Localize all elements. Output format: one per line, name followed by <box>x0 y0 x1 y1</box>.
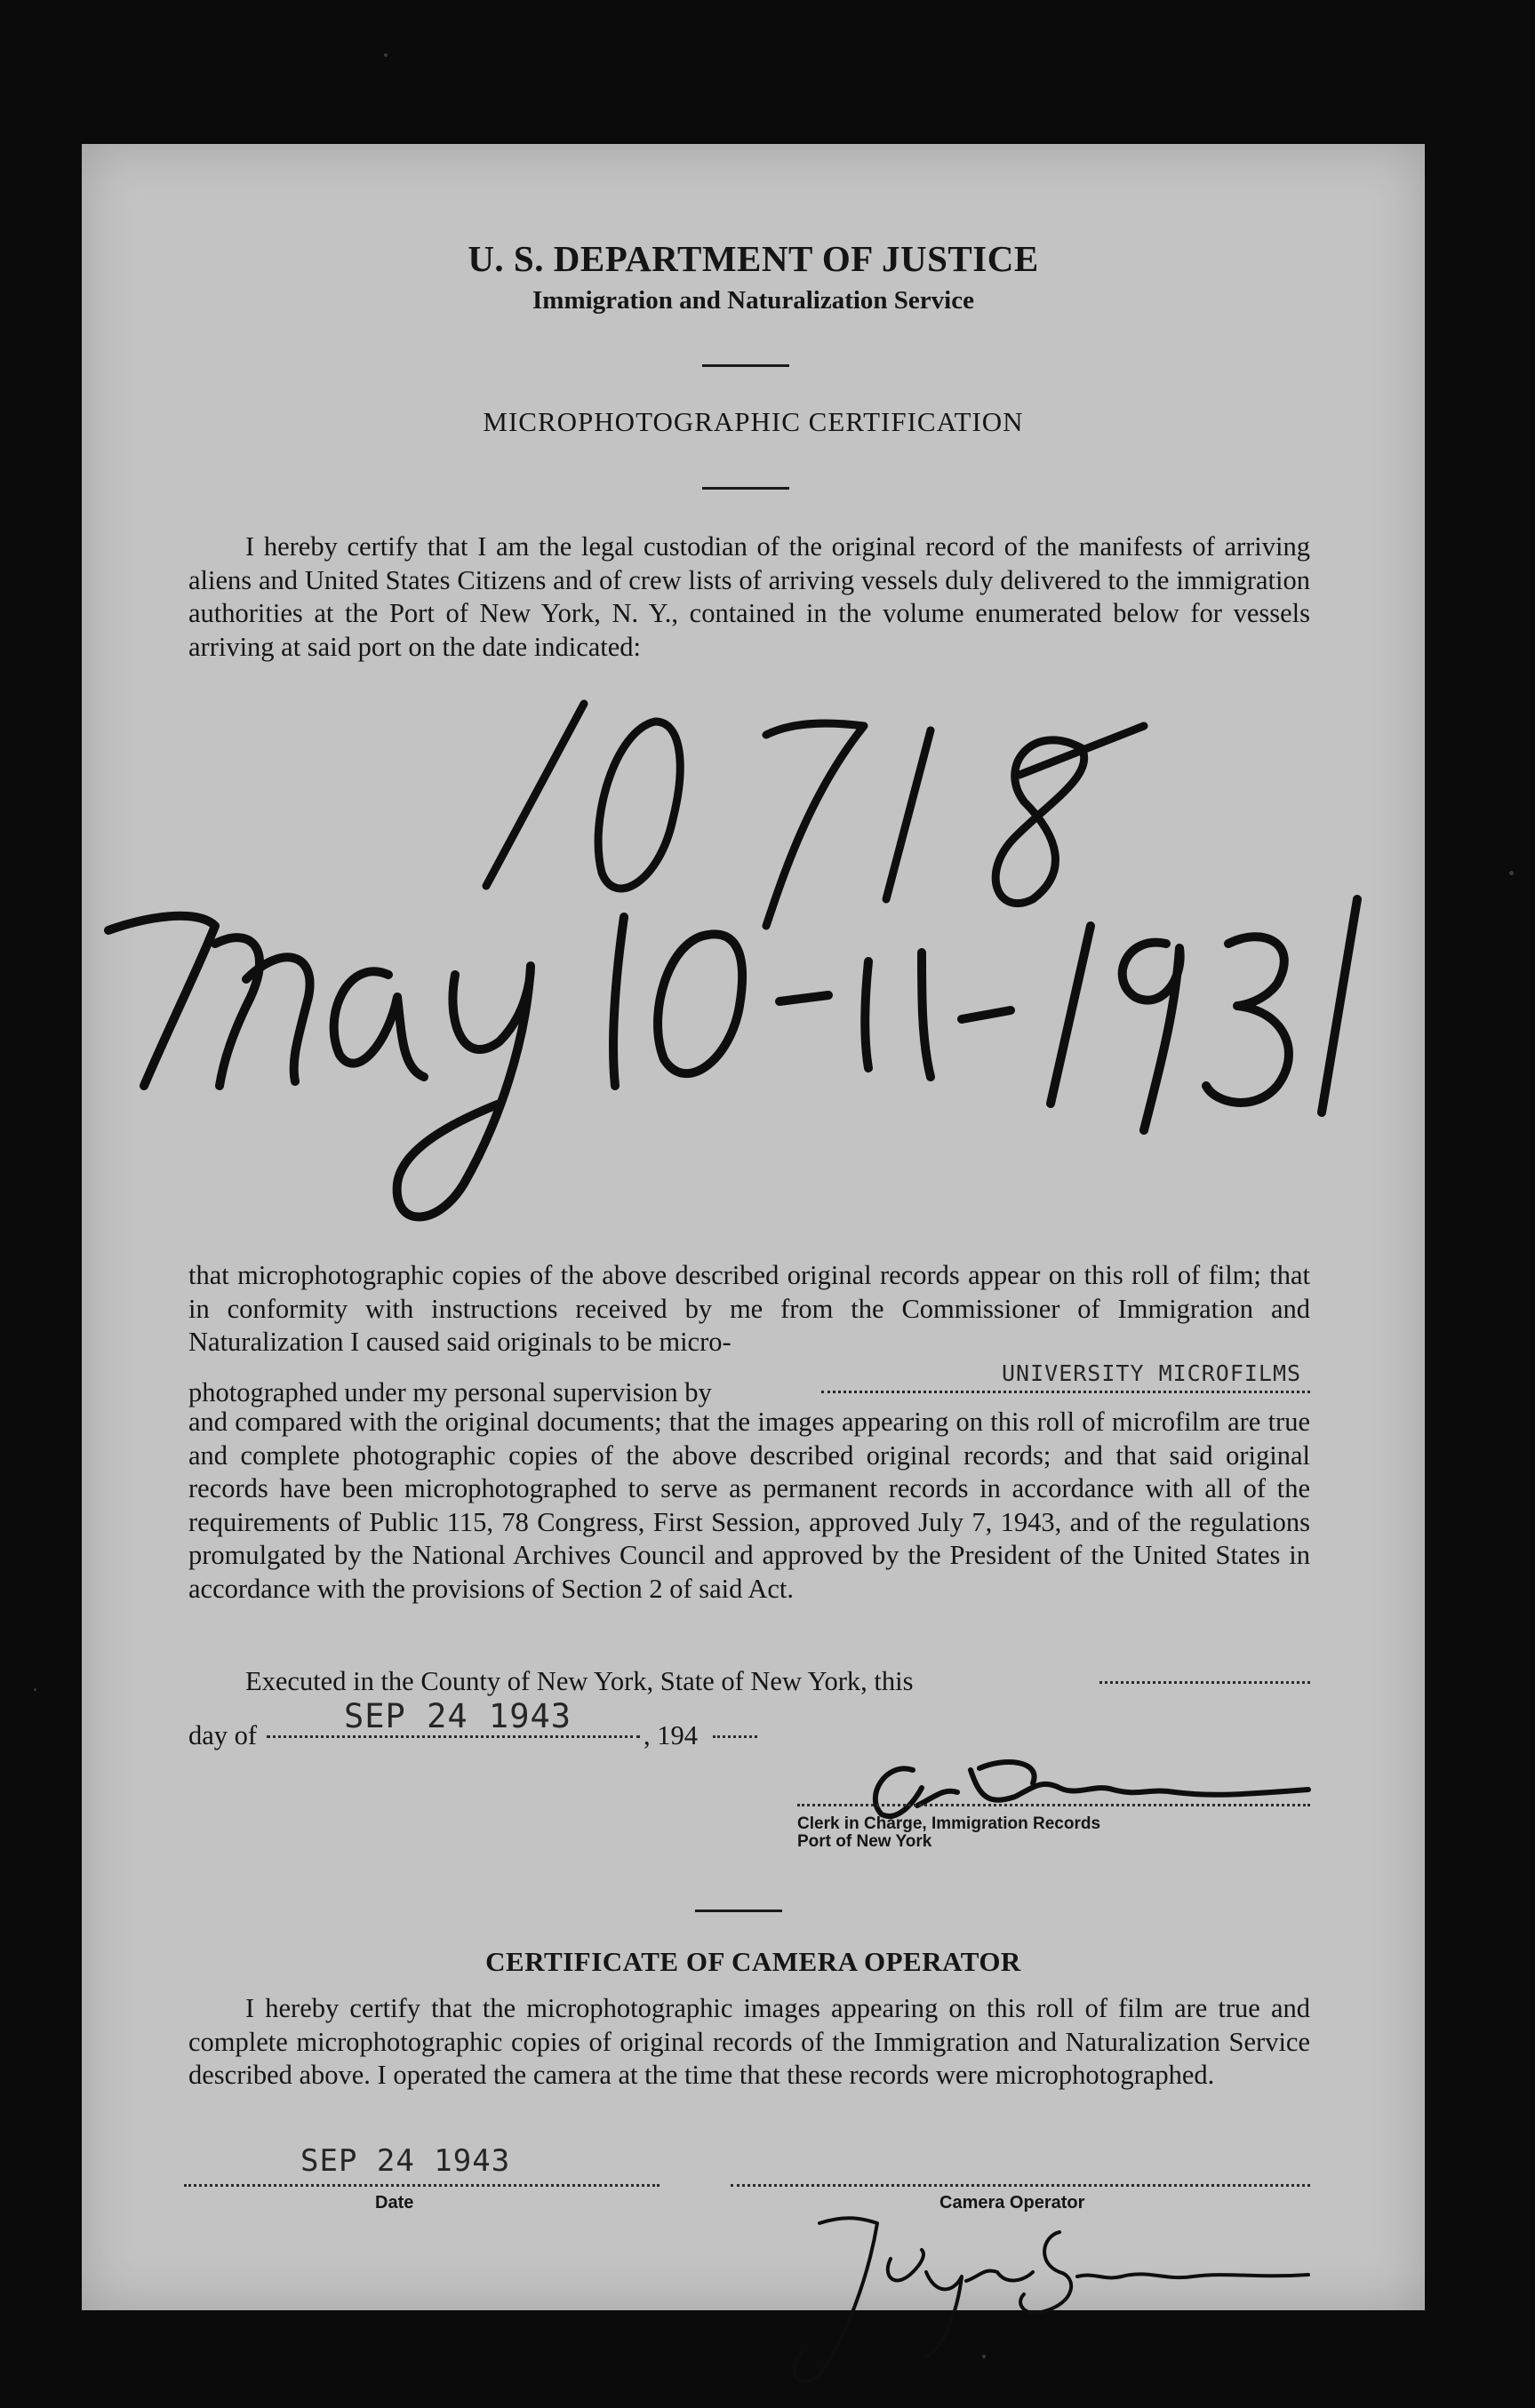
divider-rule <box>702 487 789 490</box>
day-of-label: day of <box>188 1720 258 1750</box>
day-of-line <box>188 1697 1310 1757</box>
intro-text: I hereby certify that I am the legal custodian of the original record of the manifests of arriving aliens and United States Citizens and of crew lists of arriving vessels duly delivered to the immigration authorities at the Port of New York, N. Y., contained in the volume enumerated below for vessels arriving at said port on the date indicated: <box>188 531 1310 662</box>
clerk-signature-line <box>797 1798 1310 1806</box>
executed-text: Executed in the County of New York, State of New York, this <box>245 1666 914 1696</box>
handwriting-layer <box>82 144 1425 2310</box>
photographed-by-line <box>188 1357 1310 1410</box>
handwritten-volume-number <box>486 704 1144 926</box>
divider-rule <box>702 364 789 367</box>
year-dotted-line <box>713 1730 757 1738</box>
handwritten-date-range <box>108 899 1357 1217</box>
film-speck <box>982 2355 986 2358</box>
date-label: Date <box>375 2193 414 2213</box>
intro-paragraph <box>188 530 1310 664</box>
film-speck <box>384 53 388 57</box>
clerk-signature <box>875 1762 1308 1816</box>
certification-body-rest: and compared with the original documents; that the images appearing on this roll of microfilm are true and complete photographic copies of the above described original records; and that said original records have been microphotographed to serve as permanent records in accordance with all of the requirements of Public 115, 78 Congress, First Session, approved July 7, 1943, and of the regulations promulgated by the National Archives Council and approved by the President of the United States in accordance with the provisions of Section 2 of said Act. <box>188 1407 1310 1604</box>
photographed-by-prefix: photographed under my personal supervision by <box>188 1377 712 1407</box>
executed-line <box>188 1665 1310 1701</box>
divider-rule <box>695 1910 782 1912</box>
photographer-stamp: UNIVERSITY MICROFILMS <box>1002 1360 1302 1386</box>
camera-certificate-title: CERTIFICATE OF CAMERA OPERATOR <box>485 1946 1021 1977</box>
certification-body <box>188 1259 1310 1359</box>
body-line-1: that microphotographic copies of the above described original records appear on this roll of film; that in conformity with instructions received by me from the Commissioner of Immigration and Naturalization I caused said originals to be micro- <box>188 1260 1310 1357</box>
camera-certificate-paragraph <box>188 1992 1310 2093</box>
certificate-page <box>82 144 1425 2310</box>
clerk-location: Port of New York <box>797 1832 932 1851</box>
clerk-title: Clerk in Charge, Immigration Records <box>797 1814 1101 1833</box>
service-subheading: Immigration and Naturalization Service <box>532 286 974 315</box>
camera-date-stamp: SEP 24 1943 <box>300 2143 511 2179</box>
film-speck <box>1509 871 1514 875</box>
certification-title: MICROPHOTOGRAPHIC CERTIFICATION <box>483 406 1024 437</box>
department-heading: U. S. DEPARTMENT OF JUSTICE <box>468 238 1039 279</box>
film-speck <box>34 1688 36 1691</box>
year-prefix: , 194 <box>644 1720 698 1750</box>
camera-operator-label: Camera Operator <box>939 2193 1085 2213</box>
camera-date-dotted-line <box>184 2179 660 2187</box>
camera-operator-signature <box>795 2218 1308 2381</box>
camera-certificate-text: I hereby certify that the microphotographic images appearing on this roll of film are true and complete microphotographic copies of original records of the Immigration and Naturalization Service described above. I operated the camera at the time that these records were microphotographed. <box>188 1993 1310 2090</box>
execution-date-stamp: SEP 24 1943 <box>344 1697 572 1735</box>
executed-dotted-line <box>1099 1676 1310 1684</box>
camera-operator-dotted-line <box>731 2179 1310 2187</box>
